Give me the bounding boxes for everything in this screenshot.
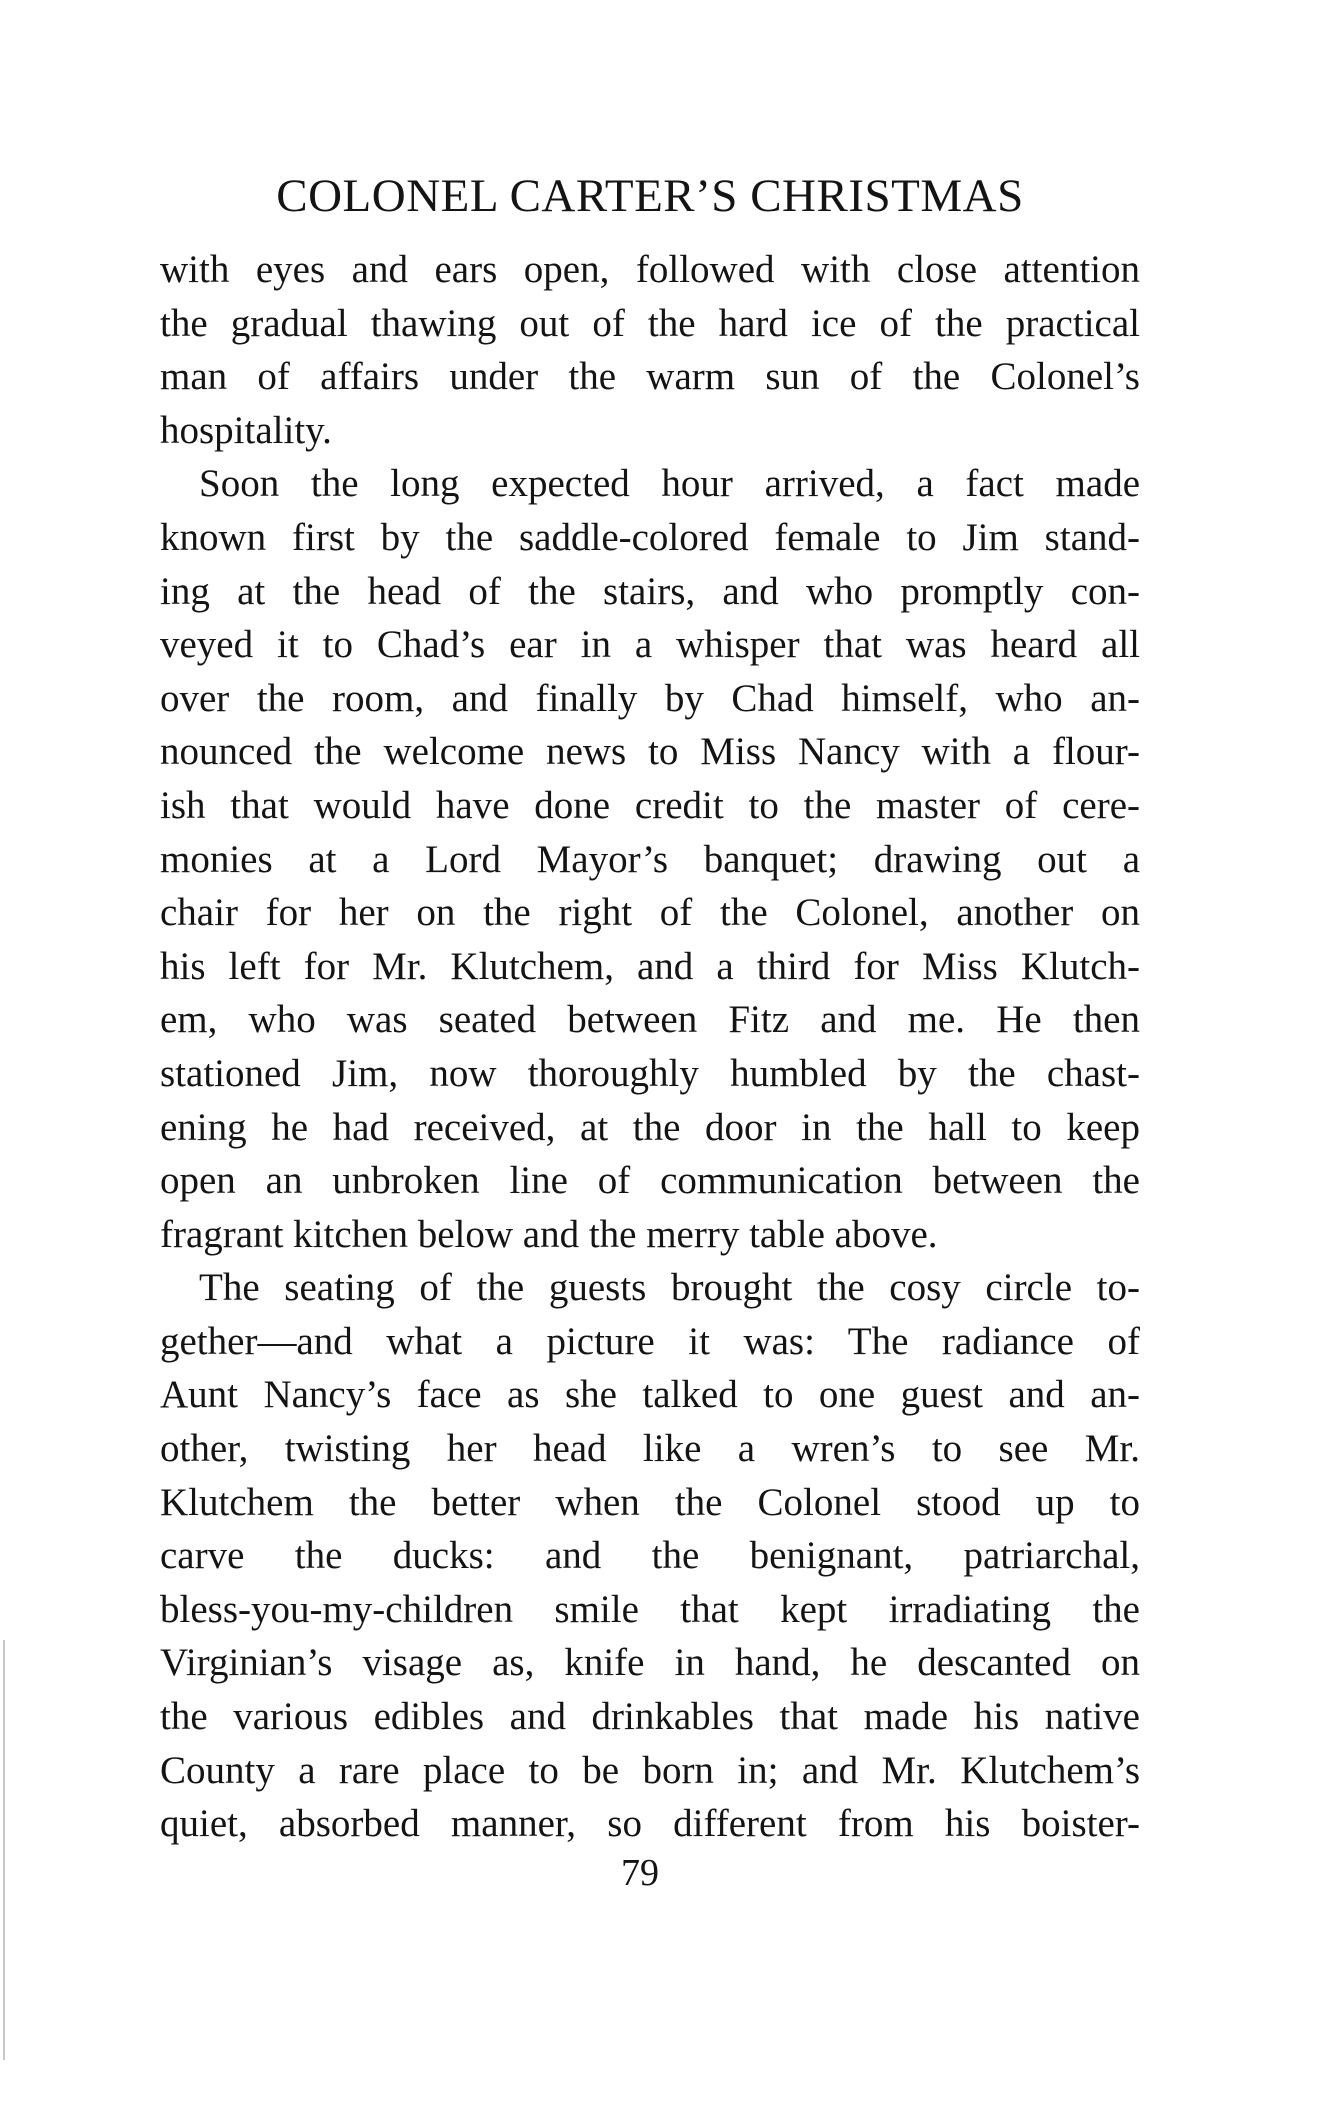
text-line: known first by the saddle-colored female to Jim stand- [160,515,1140,559]
text-line: nounced the welcome news to Miss Nancy with a flour- [160,730,1140,774]
text-line: the various edibles and drinkables that made his native [160,1695,1140,1739]
text-line: stationed Jim, now thoroughly humbled by the chast- [160,1051,1140,1095]
text-line: carve the ducks: and the benignant, patriarchal, [160,1534,1140,1578]
text-line: chair for her on the right of the Colonel, another on [160,891,1140,935]
text-line: quiet, absorbed manner, so different from his boister- [160,1802,1140,1846]
running-title: COLONEL CARTER’S CHRISTMAS [276,170,1024,222]
text-line: Klutchem the better when the Colonel stood up to [160,1480,1140,1524]
text-line: The seating of the guests brought the cosy circle to- [199,1266,1140,1310]
text-line: veyed it to Chad’s ear in a whisper that was heard all [160,623,1140,667]
text-line: em, who was seated between Fitz and me. He then [160,998,1140,1042]
text-line: ening he had received, at the door in the hall to keep [160,1105,1140,1149]
text-line: County a rare place to be born in; and Mr. Klutchem’s [160,1748,1140,1792]
text-line: monies at a Lord Mayor’s banquet; drawing out a [160,837,1140,881]
body-text [160,243,1140,1851]
text-line: with eyes and ears open, followed with close attention [160,248,1140,291]
text-line: Aunt Nancy’s face as she talked to one guest and an- [160,1373,1140,1417]
text-line: ish that would have done credit to the master of cere- [160,783,1140,827]
text-line: other, twisting her head like a wren’s to see Mr. [160,1427,1140,1471]
text-line: ing at the head of the stairs, and who promptly con- [160,569,1140,613]
text-line: hospitality. [160,408,332,452]
text-line: Soon the long expected hour arrived, a fact made [199,462,1140,506]
text-line: gether—and what a picture it was: The radiance of [160,1319,1140,1363]
text-line: open an unbroken line of communication between the [160,1159,1140,1203]
text-line: fragrant kitchen below and the merry table above. [160,1212,938,1256]
page-number: 79 [621,1852,659,1894]
text-line: his left for Mr. Klutchem, and a third for Miss Klutch- [160,944,1140,988]
scan-edge-mark [3,1640,5,2060]
text-line: the gradual thawing out of the hard ice of the practical [160,301,1140,345]
text-line: man of affairs under the warm sun of the Colonel’s [160,355,1140,399]
text-line: over the room, and finally by Chad himself, who an- [160,676,1140,720]
text-line: Virginian’s visage as, knife in hand, he descanted on [160,1641,1140,1685]
text-line: bless-you-my-children smile that kept irradiating the [160,1587,1140,1631]
